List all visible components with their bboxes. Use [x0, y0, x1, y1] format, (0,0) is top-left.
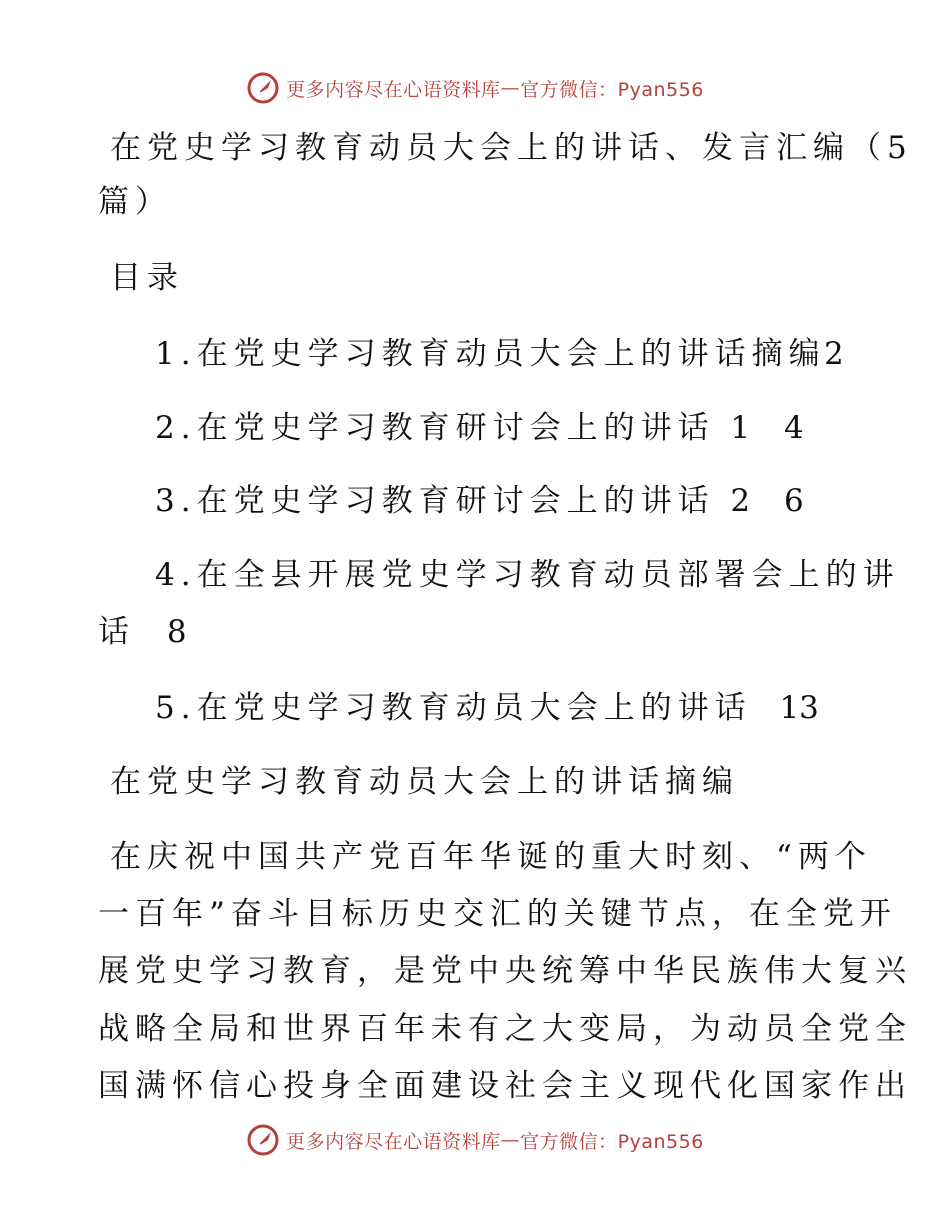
- body-line-3: 展党史学习教育，是党中央统筹中华民族伟大复兴: [98, 953, 912, 989]
- watermark-suffix: 官方微信：Pyan556: [520, 78, 704, 101]
- footer-watermark: [0, 1118, 950, 1162]
- document-title-line-2: 篇）: [98, 184, 172, 220]
- toc-entry-4[interactable]: 4.在全县开展党史学习教育动员部署会上的讲: [155, 557, 900, 593]
- toc-entry-2-page: 4: [784, 410, 804, 446]
- toc-entry-5[interactable]: [155, 688, 819, 728]
- toc-heading: 目录: [110, 260, 184, 296]
- body-line-1: 在庆祝中国共产党百年华诞的重大时刻、“两个: [110, 839, 872, 875]
- toc-entry-5-text: 5.在党史学习教育动员大会上的讲话: [155, 690, 752, 726]
- quill-logo-icon: [246, 71, 280, 105]
- watermark-suffix: 官方微信：Pyan556: [520, 1130, 704, 1153]
- body-line-5: 国满怀信心投身全面建设社会主义现代化国家作出: [98, 1068, 912, 1104]
- quill-logo-icon: [246, 1123, 280, 1157]
- toc-entry-3-text: 3.在党史学习教育研讨会上的讲话 2: [155, 483, 757, 519]
- toc-entry-4-continued[interactable]: [98, 612, 187, 652]
- toc-entry-3[interactable]: [155, 481, 804, 521]
- toc-entry-3-page: 6: [784, 483, 804, 519]
- toc-entry-5-page: 13: [779, 690, 819, 726]
- body-line-2: 一百年”奋斗目标历史交汇的关键节点，在全党开: [98, 896, 897, 932]
- toc-entry-1-page: 2: [824, 336, 844, 372]
- document-title-line-1: 在党史学习教育动员大会上的讲话、发言汇编（5: [110, 130, 913, 166]
- watermark-separator: —: [500, 1129, 521, 1151]
- toc-entry-2-text: 2.在党史学习教育研讨会上的讲话 1: [155, 410, 757, 446]
- watermark-text: 更多内容尽在心语资料库: [286, 78, 501, 101]
- toc-entry-4-page: 8: [166, 614, 187, 650]
- watermark-separator: —: [500, 77, 521, 99]
- body-line-4: 战略全局和世界百年未有之大变局，为动员全党全: [98, 1011, 912, 1047]
- header-watermark: [0, 66, 950, 110]
- toc-entry-2[interactable]: [155, 408, 804, 448]
- toc-entry-1[interactable]: 1.在党史学习教育动员大会上的讲话摘编: [155, 336, 826, 372]
- toc-entry-4-cont-text: 话: [98, 614, 135, 650]
- section-heading: 在党史学习教育动员大会上的讲话摘编: [110, 764, 739, 800]
- watermark-text: 更多内容尽在心语资料库: [286, 1130, 501, 1153]
